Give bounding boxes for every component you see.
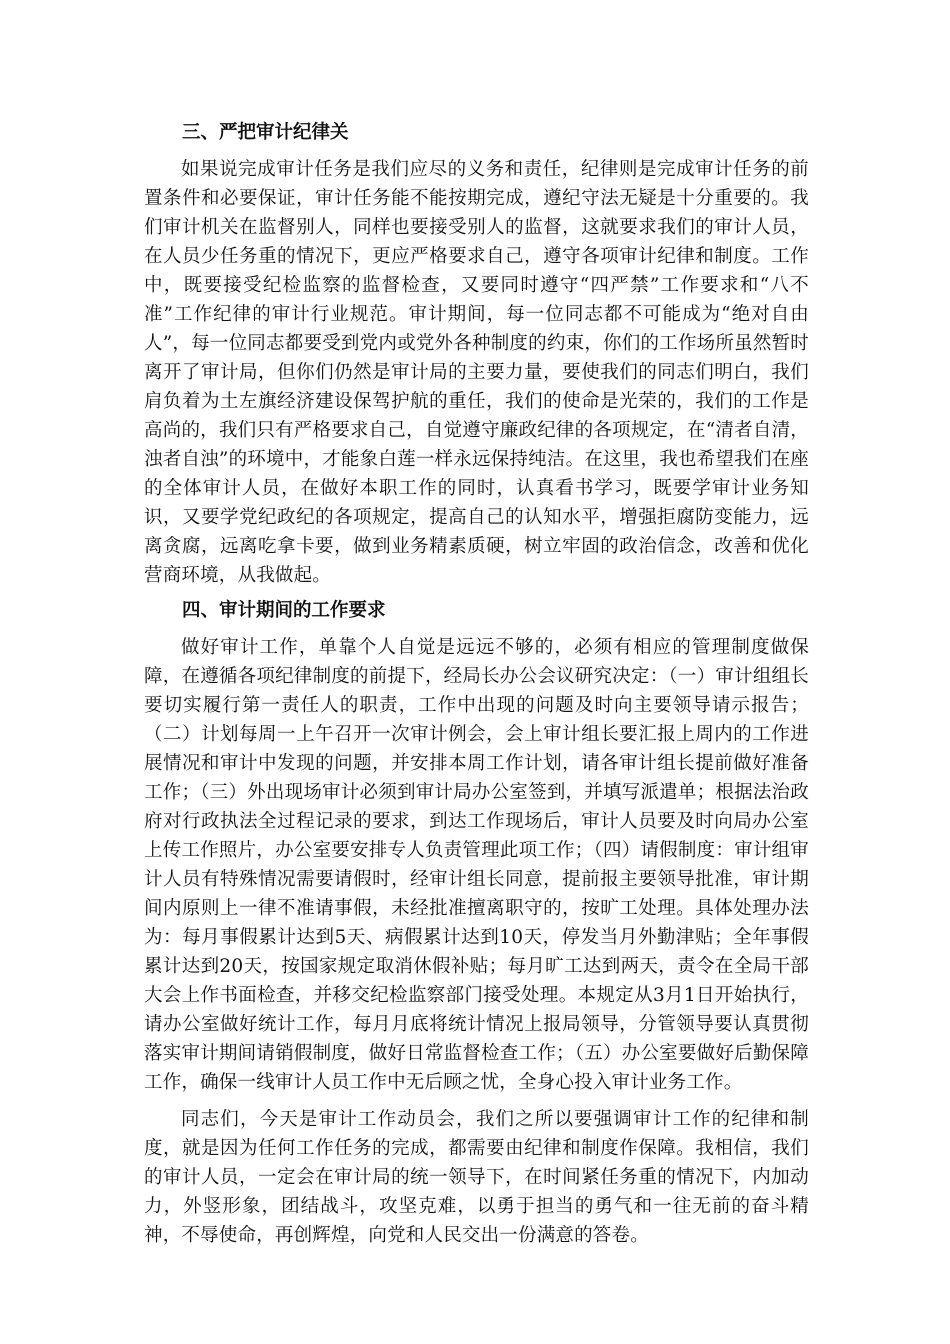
paragraph-closing: 同志们，今天是审计工作动员会，我们之所以要强调审计工作的纪律和制度，就是因为任何工作任务的完成，都需要由纪律和制度作保障。我相信，我们的审计人员，一定会在审计局的统一领导下，在时间紧任务重的情况下，内加动力，外竖形象，团结战斗，攻坚克难，以勇于担当的勇气和一往无前的奋斗精神，不辱使命，再创辉煌，向党和人民交出一份满意的答卷。 [144,1109,809,1246]
paragraph-discipline: 如果说完成审计任务是我们应尽的义务和责任，纪律则是完成审计任务的前置条件和必要保证，审计任务能不能按期完成，遵纪守法无疑是十分重要的。我们审计机关在监督别人，同样也要接受别人的监督，这就要求我们的审计人员，在人员少任务重的情况下，更应严格要求自己，遵守各项审计纪律和制度。工作中，既要接受纪检监察的监督检查，又要同时遵守“四严禁”工作要求和“八不准”工作纪律的审计行业规范。审计期间，每一位同志都不可能成为“绝对自由人”，每一位同志都要受到党内或党外各种制度的约束，你们的工作场所虽然暂时离开了审计局，但你们仍然是审计局的主要力量，要使我们的同志们明白，我们肩负着为土左旗经济建设保驾护航的重任，我们的使命是光荣的，我们的工作是高尚的，我们只有严格要求自己，自觉遵守廉政纪律的各项规定，在“清者自清，浊者自浊”的环境中，才能象白莲一样永远保持纯洁。在这里，我也希望我们在座的全体审计人员，在做好本职工作的同时，认真看书学习，既要学审计业务知识，又要学党纪政纪的各项规定，提高自己的认知水平，增强拒腐防变能力，远离贪腐，远离吃拿卡要，做到业务精素质硬，树立牢固的政治信念，改善和优化营商环境，从我做起。 [144,159,809,586]
section-heading-work-requirements: 四、审计期间的工作要求 [182,600,386,621]
paragraph-work-requirements: 做好审计工作，单靠个人自觉是远远不够的，必须有相应的管理制度做保障，在遵循各项纪律制度的前提下，经局长办公会议研究决定：（一）审计组组长要切实履行第一责任人的职责，工作中出现的问题及时向主要领导请示报告；（二）计划每周一上午召开一次审计例会，会上审计组长要汇报上周内的工作进展情况和审计中发现的问题，并安排本周工作计划，请各审计组长提前做好准备工作；（三）外出现场审计必须到审计局办公室签到，并填写派遣单；根据法治政府对行政执法全过程记录的要求，到达工作现场后，审计人员要及时向局办公室上传工作照片，办公室要安排专人负责管理此项工作；（四）请假制度：审计组审计人员有特殊情况需要请假时，经审计组长同意，提前报主要领导批准，审计期间内原则上一律不准请事假，未经批准擅离职守的，按旷工处理。具体处理办法为：每月事假累计达到5天、病假累计达到10天，停发当月外勤津贴；全年事假累计达到20天，按国家规定取消休假补贴；每月旷工达到两天，责令在全局干部大会上作书面检查，并移交纪检监察部门接受处理。本规定从3月1日开始执行，请办公室做好统计工作，每月月底将统计情况上报局领导，分管领导要认真贯彻落实审计期间请销假制度，做好日常监督检查工作；（五）办公室要做好后勤保障工作，确保一线审计人员工作中无后顾之忧，全身心投入审计业务工作。 [144,637,809,1093]
section-heading-discipline: 三、严把审计纪律关 [182,122,349,143]
document-page [144,118,809,1250]
